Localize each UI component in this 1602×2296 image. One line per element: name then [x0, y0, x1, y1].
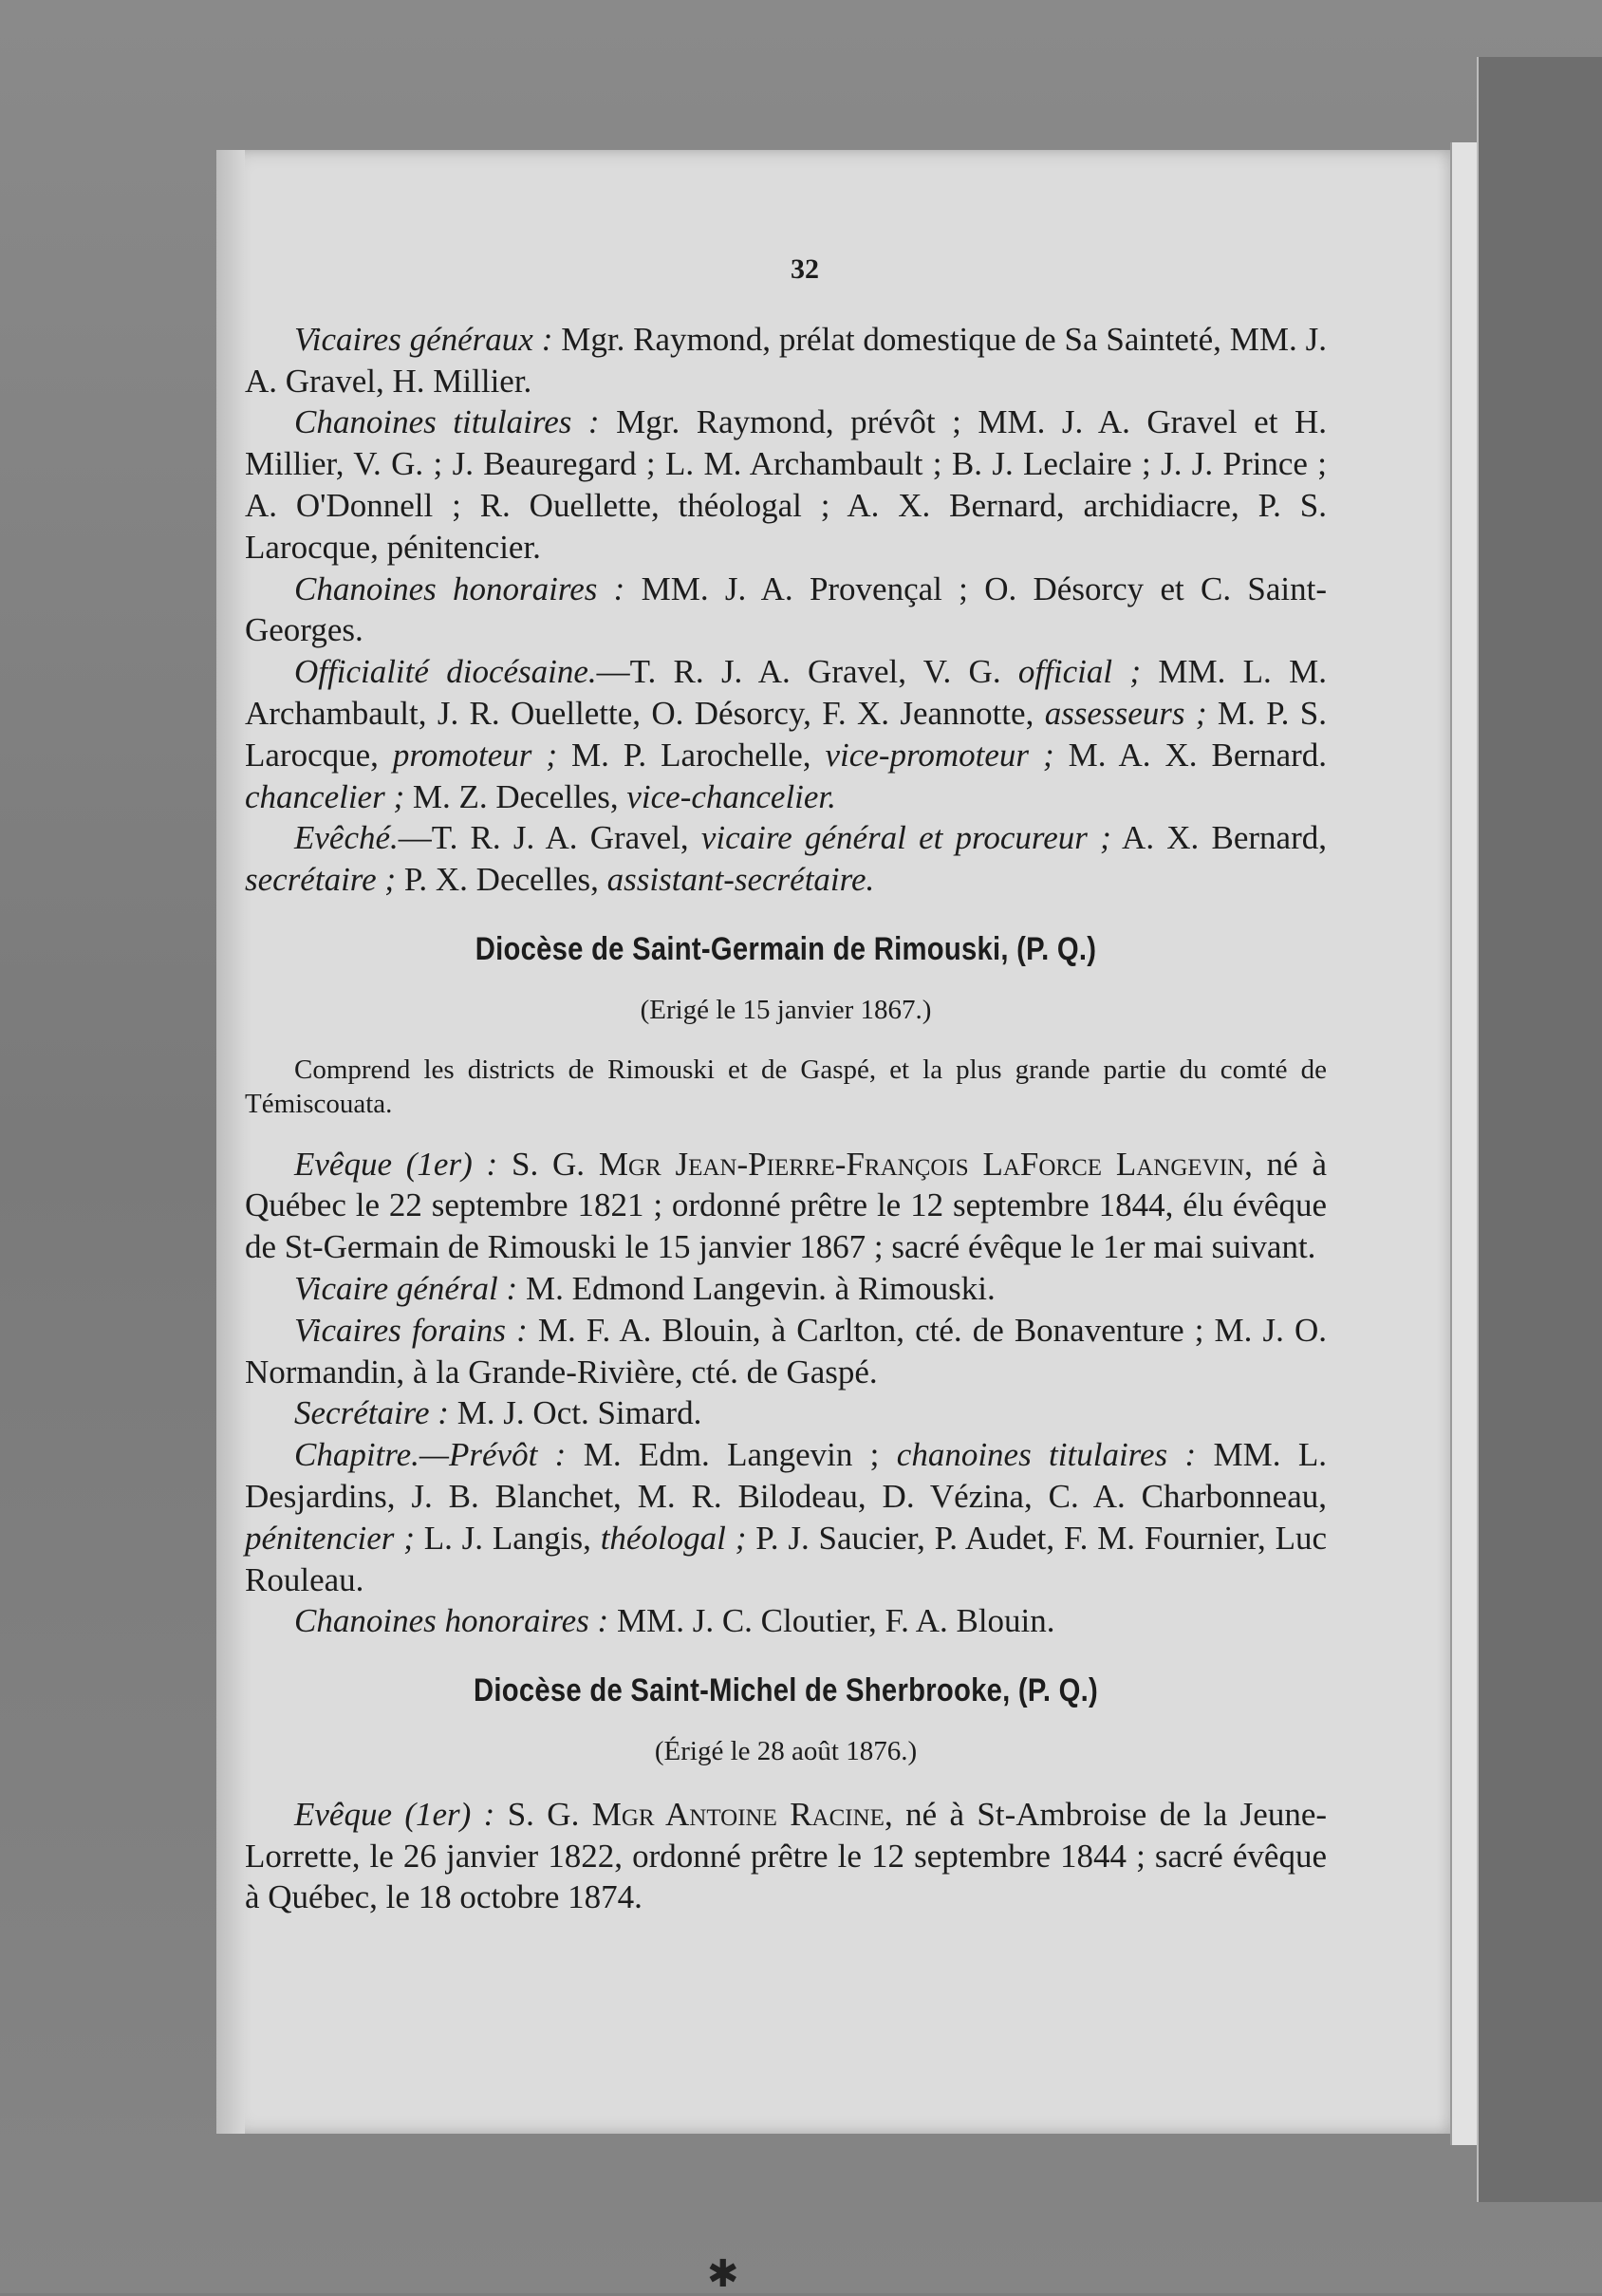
chanoines-honoraires-text: MM. J. A. Provençal ; O. Désorcy et C. Saint-Georges.: [245, 569, 1327, 649]
rimouski-chapitre-italic-1: chanoines titulaires :: [896, 1436, 1197, 1474]
eveche-label: Evêché.: [294, 819, 399, 857]
chanoines-honoraires-label: Chanoines honoraires :: [294, 569, 625, 607]
page-fore-edge: [1450, 142, 1477, 2145]
eveche-italic-3: assistant-secrétaire.: [606, 861, 875, 899]
sherbrooke-eveque-label: Evêque (1er) :: [294, 1795, 495, 1833]
officialite-text-2: MM. L. M. Archambault, J. R. Ouellette, O. Désorcy, F. X. Jeannotte,: [245, 653, 1328, 732]
facing-page-edge: [1477, 57, 1602, 2202]
officialite-text-6: M. Z. Decelles,: [404, 777, 627, 815]
rimouski-chapitre-italic-2: pénitencier ;: [245, 1519, 415, 1557]
page-text: [245, 249, 1327, 1918]
chanoines-titulaires-label: Chanoines titulaires :: [294, 403, 600, 441]
rimouski-secretaire-label: Secrétaire :: [294, 1394, 449, 1432]
officialite-italic-5: chancelier ;: [245, 777, 405, 815]
chanoines-titulaires-text: Mgr. Raymond, prévôt ; MM. J. A. Gravel et H. Millier, V. G. ; J. Beauregard ; L. M. Archambault ; B. J. Leclaire ; J. J. Prince ; A. O'Donnell ; R. Ouellette, théologal ; A. X. Bernard, archidiacre, P. S. Larocque, pénitencier.: [245, 403, 1327, 566]
sherbrooke-eveque-paragraph: [245, 1794, 1327, 1918]
rimouski-eveque-label: Evêque (1er) :: [294, 1145, 498, 1183]
eveche-italic-2: secrétaire ;: [245, 861, 397, 899]
rimouski-erige: (Erigé le 15 janvier 1867.): [640, 994, 932, 1025]
eveche-text-3: P. X. Decelles,: [396, 861, 607, 899]
vicaires-generaux-paragraph: [245, 319, 1327, 402]
sherbrooke-eveque-text-1: S. G.: [494, 1795, 592, 1833]
dust-speck: ✱: [707, 2252, 739, 2295]
vicaires-generaux-text: Mgr. Raymond, prélat domestique de Sa Sainteté, MM. J. A. Gravel, H. Millier.: [245, 320, 1328, 400]
rimouski-chanoines-honoraires-text: MM. J. C. Cloutier, F. A. Blouin.: [608, 1602, 1055, 1640]
rimouski-secretaire-paragraph: [245, 1392, 1327, 1434]
rimouski-vicaires-forains-text: M. F. A. Blouin, à Carlton, cté. de Bonaventure ; M. J. O. Normandin, à la Grande-Rivière, cté. de Gaspé.: [245, 1311, 1327, 1391]
chanoines-honoraires-paragraph: [245, 569, 1327, 652]
eveche-italic-1: vicaire général et procureur ;: [700, 819, 1111, 857]
officialite-text-4: M. P. Larochelle,: [557, 736, 826, 774]
sherbrooke-heading: Diocèse de Saint-Michel de Sherbrooke, (P. Q.): [473, 1672, 1099, 1709]
page-number: 32: [791, 253, 819, 285]
chanoines-titulaires-paragraph: [245, 401, 1327, 568]
rimouski-vicaires-forains-label: Vicaires forains :: [294, 1311, 528, 1349]
officialite-italic-6: vice-chancelier.: [626, 777, 836, 815]
page-gutter: [216, 150, 245, 2134]
officialite-text-5: M. A. X. Bernard.: [1053, 736, 1328, 774]
rimouski-eveque-paragraph: [245, 1144, 1327, 1268]
rimouski-eveque-name: Mgr Jean-Pierre-François LaForce Langevin: [598, 1145, 1245, 1183]
officialite-italic-2: assesseurs ;: [1044, 694, 1207, 732]
officialite-italic-4: vice-promoteur ;: [825, 736, 1054, 774]
rimouski-comprend: Comprend les districts de Rimouski et de Gaspé, et la plus grande partie du comté de Témiscouata.: [245, 1054, 1327, 1119]
rimouski-chanoines-honoraires-paragraph: [245, 1600, 1327, 1642]
sherbrooke-erige: (Érigé le 28 août 1876.): [654, 1735, 918, 1766]
rimouski-chanoines-honoraires-label: Chanoines honoraires :: [294, 1602, 609, 1640]
officialite-paragraph: [245, 651, 1327, 817]
officialite-italic-3: promoteur ;: [392, 736, 557, 774]
rimouski-chapitre-text-2: MM. L. Desjardins, J. B. Blanchet, M. R. Bilodeau, D. Vézina, C. A. Charbonneau,: [245, 1436, 1328, 1515]
rimouski-chapitre-text-1: M. Edm. Langevin ;: [566, 1436, 897, 1474]
eveche-text-2: A. X. Bernard,: [1110, 819, 1327, 857]
rimouski-chapitre-paragraph: [245, 1434, 1327, 1600]
rimouski-eveque-text-2: , né à Québec le 22 septembre 1821 ; ordonné prêtre le 12 septembre 1844, élu évêque de St-Germain de Rimouski le 15 janvier 1867 ; sacré évêque le 1er mai suivant.: [245, 1145, 1328, 1266]
officialite-italic-1: official ;: [1017, 653, 1142, 691]
rimouski-chapitre-text-4: P. J. Saucier, P. Audet, F. M. Fournier, Luc Rouleau.: [245, 1519, 1327, 1598]
rimouski-vicaire-general-paragraph: [245, 1268, 1327, 1310]
rimouski-eveque-text-1: S. G.: [497, 1145, 599, 1183]
sherbrooke-eveque-text-2: , né à St-Ambroise de la Jeune-Lorrette, le 26 janvier 1822, ordonné prêtre le 12 septembre 1844 ; sacré évêque à Québec, le 18 octobre 1874.: [245, 1795, 1328, 1916]
rimouski-chapitre-text-3: L. J. Langis,: [414, 1519, 601, 1557]
rimouski-chapitre-label: Chapitre.—Prévôt :: [294, 1436, 567, 1474]
vicaires-generaux-label: Vicaires généraux :: [294, 320, 553, 358]
rimouski-secretaire-text: M. J. Oct. Simard.: [448, 1394, 702, 1432]
officialite-text-1: —T. R. J. A. Gravel, V. G.: [596, 653, 1018, 691]
rimouski-vicaires-forains-paragraph: [245, 1310, 1327, 1393]
rimouski-heading: Diocèse de Saint-Germain de Rimouski, (P. Q.): [475, 930, 1097, 967]
eveche-text-1: —T. R. J. A. Gravel,: [398, 819, 701, 857]
rimouski-vicaire-general-text: M. Edmond Langevin. à Rimouski.: [517, 1269, 996, 1307]
sherbrooke-eveque-name: Mgr Antoine Racine: [591, 1795, 885, 1833]
officialite-text-3: M. P. S. Larocque,: [245, 694, 1328, 774]
eveche-paragraph: [245, 817, 1327, 901]
rimouski-vicaire-general-label: Vicaire général :: [294, 1269, 518, 1307]
rimouski-chapitre-italic-3: théologal ;: [600, 1519, 747, 1557]
officialite-label: Officialité diocésaine.: [294, 653, 597, 691]
